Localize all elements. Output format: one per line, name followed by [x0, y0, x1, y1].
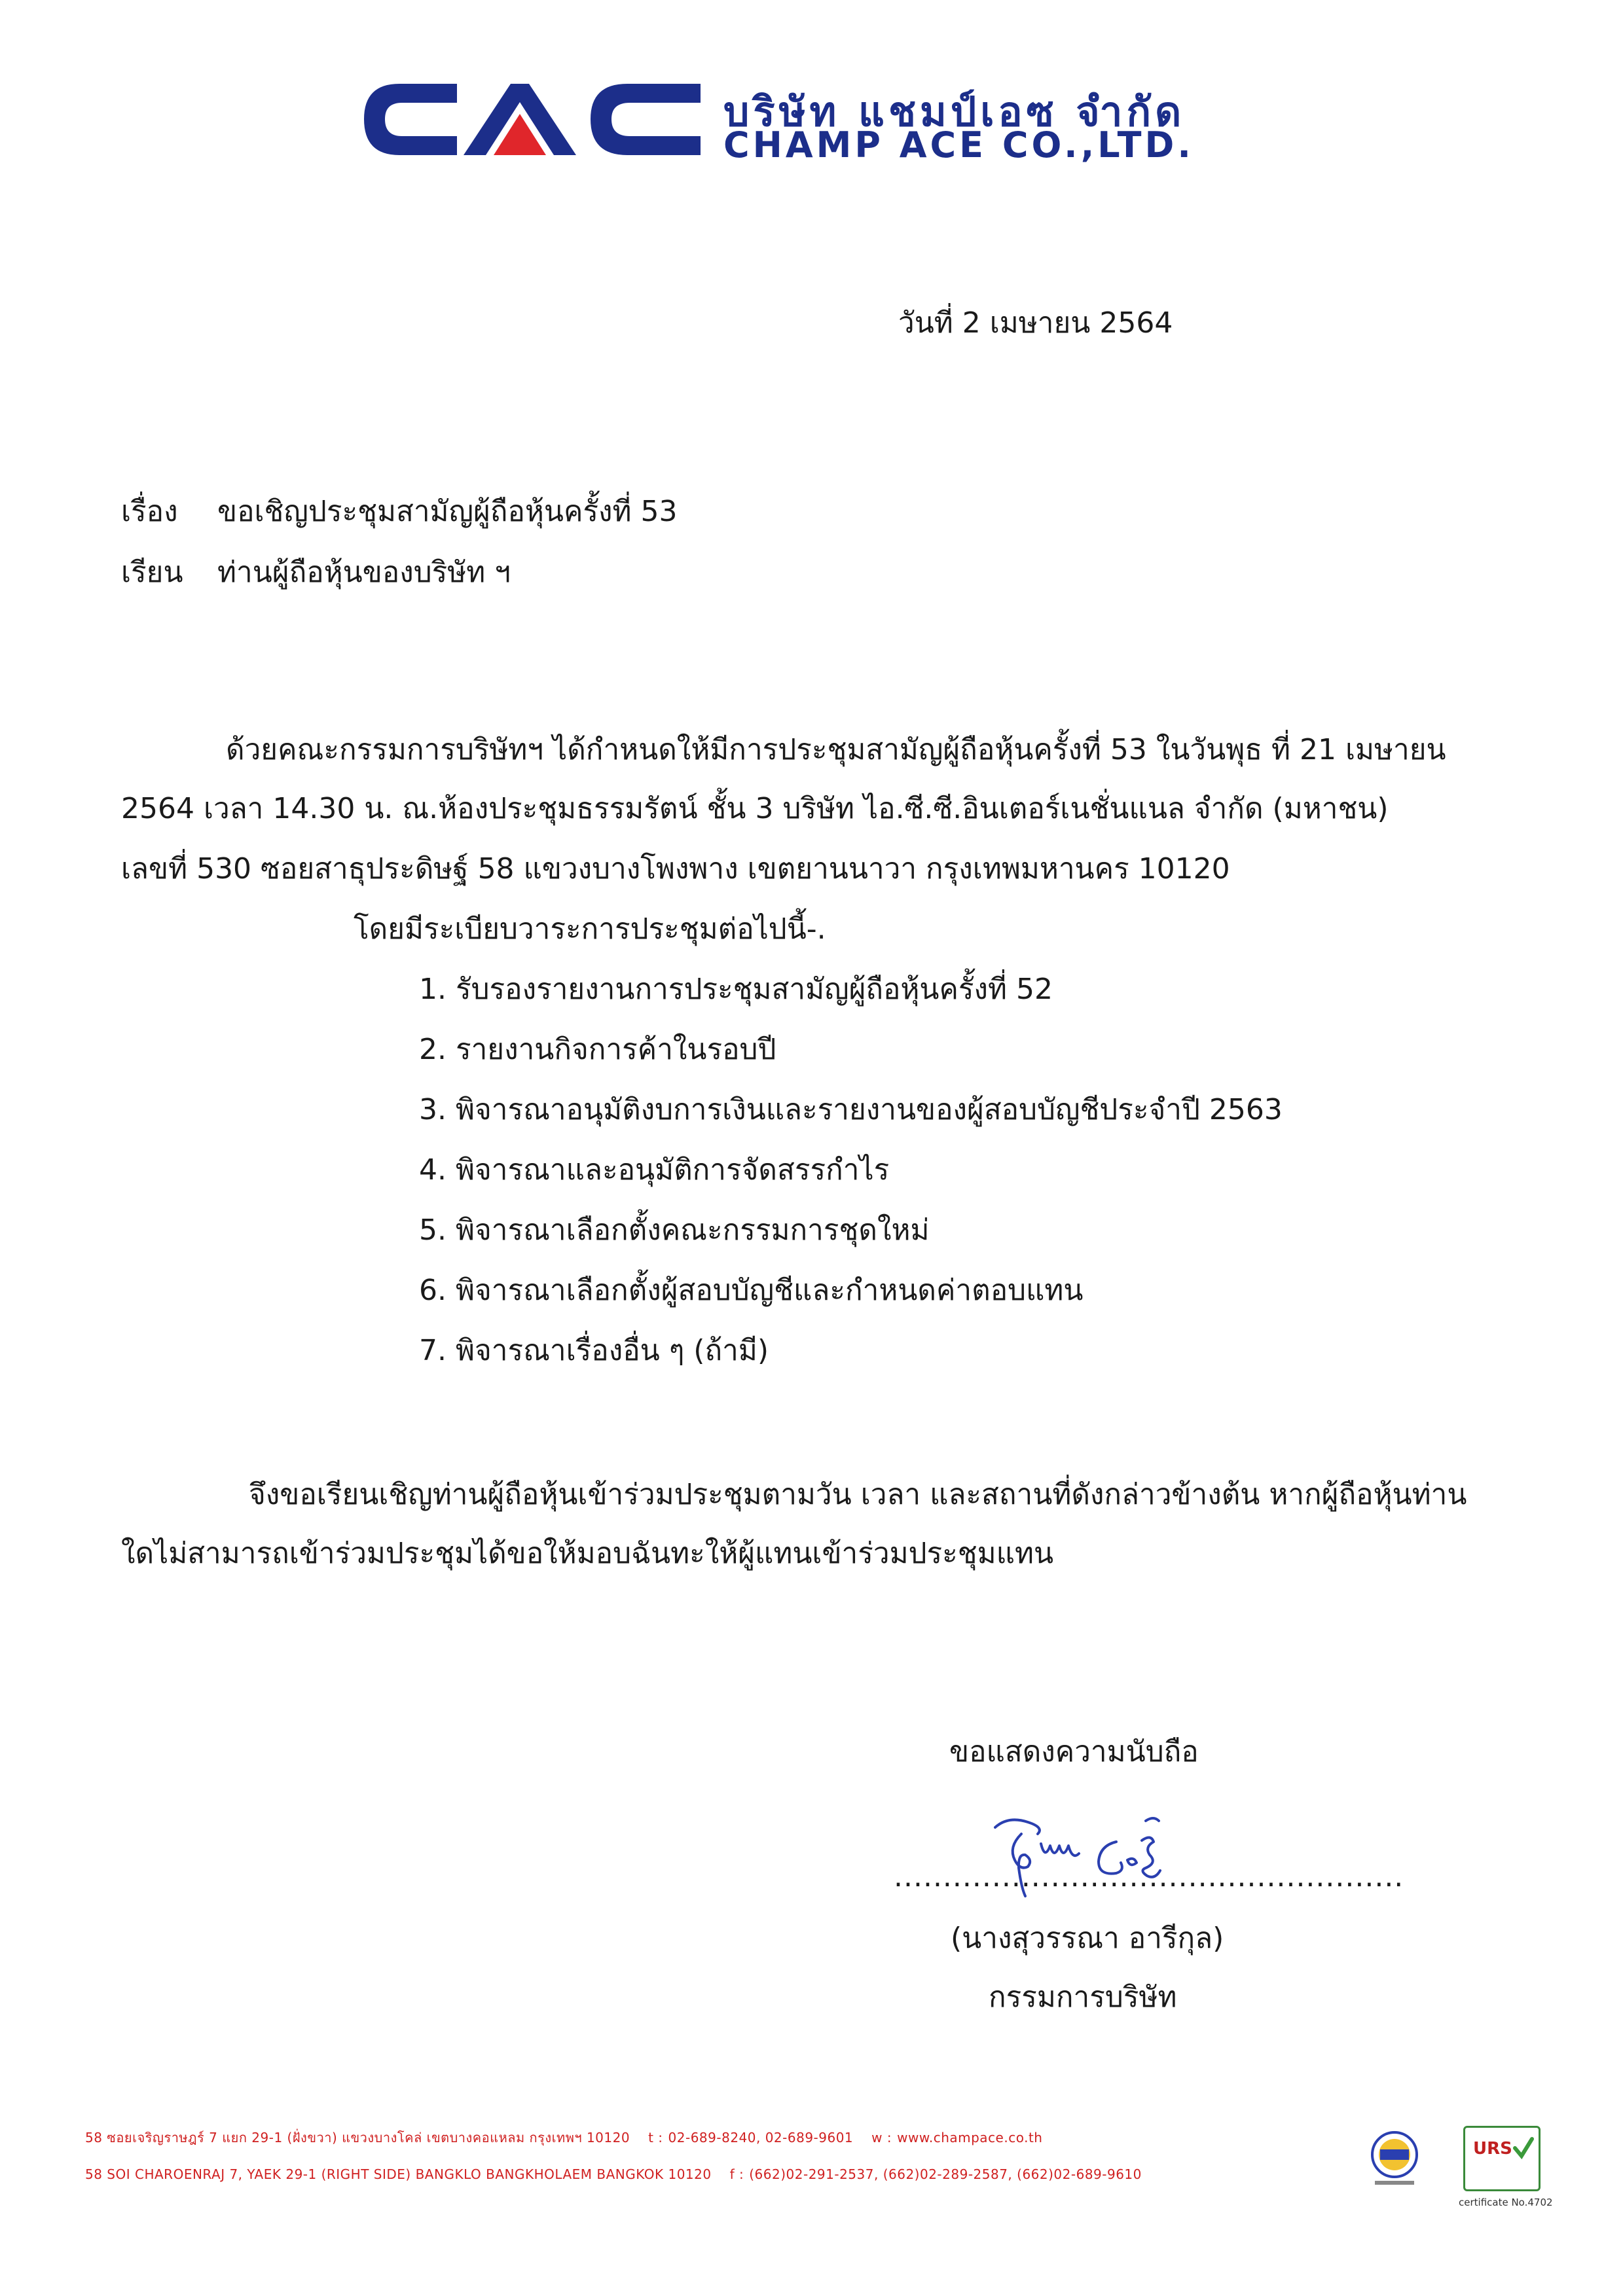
signature-line: ....................................................	[894, 1860, 1404, 1893]
company-logo	[359, 79, 706, 160]
footer-line-thai	[85, 2127, 1042, 2148]
paragraph1-line2: 2564 เวลา 14.30 น. ณ.ห้องประชุมธรรมรัตน์ ชั้น 3 บริษัท ไอ.ซี.ซี.อินเตอร์เนชั่นแนล จำกัด (มหาชน)	[121, 792, 1389, 825]
web-label: w :	[871, 2130, 892, 2145]
paragraph1-line3: เลขที่ 530 ซอยสาธุประดิษฐ์ 58 แขวงบางโพงพาง เขตยานนาวา กรุงเทพมหานคร 10120	[121, 852, 1230, 886]
certification-badge-icon	[1368, 2127, 1421, 2193]
fax-label: f :	[729, 2166, 744, 2182]
agenda-item: 4. พิจารณาและอนุมัติการจัดสรรกำไร	[419, 1153, 890, 1187]
agenda-item: 6. พิจารณาเลือกตั้งผู้สอบบัญชีและกำหนดค่าตอบแทน	[419, 1274, 1084, 1307]
signatory-title: กรรมการบริษัท	[989, 1981, 1177, 2014]
subject-text: ขอเชิญประชุมสามัญผู้ถือหุ้นครั้งที่ 53	[217, 495, 678, 528]
signatory-name: (นางสุวรรณา อารีกุล)	[951, 1922, 1224, 1955]
letter-date: วันที่ 2 เมษายน 2564	[898, 306, 1173, 340]
agenda-item: 5. พิจารณาเลือกตั้งคณะกรรมการชุดใหม่	[419, 1213, 930, 1247]
subject-label: เรื่อง	[121, 495, 178, 528]
agenda-intro: โดยมีระเบียบวาระการประชุมต่อไปนี้-.	[354, 912, 826, 946]
footer-address-thai: 58 ซอยเจริญราษฎร์ 7 แยก 29-1 (ฝั่งขวา) แขวงบางโคล่ เขตบางคอแหลม กรุงเทพฯ 10120	[85, 2130, 630, 2145]
recipient-text: ท่านผู้ถือหุ้นของบริษัท ฯ	[217, 556, 511, 589]
phone-label: t :	[648, 2130, 663, 2145]
paragraph1-line1: ด้วยคณะกรรมการบริษัทฯ ได้กำหนดให้มีการประชุมสามัญผู้ถือหุ้นครั้งที่ 53 ในวันพุธ ที่ 21 เมษายน	[226, 733, 1446, 766]
footer-address-english: 58 SOI CHAROENRAJ 7, YAEK 29-1 (RIGHT SIDE) BANGKLO BANGKHOLAEM BANGKOK 10120	[85, 2166, 712, 2182]
recipient-label: เรียน	[121, 556, 183, 589]
certificate-number: certificate No.4702	[1459, 2197, 1553, 2208]
paragraph2-line2: ใดไม่สามารถเข้าร่วมประชุมได้ขอให้มอบฉันทะให้ผู้แทนเข้าร่วมประชุมแทน	[121, 1537, 1054, 1570]
agenda-item: 3. พิจารณาอนุมัติงบการเงินและรายงานของผู้สอบบัญชีประจำปี 2563	[419, 1093, 1283, 1126]
footer-website: www.champace.co.th	[897, 2130, 1043, 2145]
company-name-thai: บริษัท แชมป์เอซ จำกัด	[723, 88, 1186, 135]
paragraph2-line1: จึงขอเรียนเชิญท่านผู้ถือหุ้นเข้าร่วมประชุมตามวัน เวลา และสถานที่ดังกล่าวข้างต้น หากผู้ถือหุ้นท่าน	[249, 1478, 1467, 1511]
agenda-item: 7. พิจารณาเรื่องอื่น ๆ (ถ้ามี)	[419, 1334, 769, 1367]
company-name-english: CHAMP ACE CO.,LTD.	[723, 124, 1194, 166]
footer-line-english	[85, 2166, 1142, 2182]
agenda-item: 2. รายงานกิจการค้าในรอบปี	[419, 1033, 776, 1066]
footer-phone: 02-689-8240, 02-689-9601	[668, 2130, 854, 2145]
urs-certification-text: URS	[1473, 2139, 1512, 2159]
footer-fax: (662)02-291-2537, (662)02-289-2587, (662)02-689-9610	[749, 2166, 1142, 2182]
closing: ขอแสดงความนับถือ	[949, 1735, 1199, 1768]
checkmark-icon	[1512, 2135, 1535, 2161]
agenda-item: 1. รับรองรายงานการประชุมสามัญผู้ถือหุ้นครั้งที่ 52	[419, 973, 1053, 1006]
